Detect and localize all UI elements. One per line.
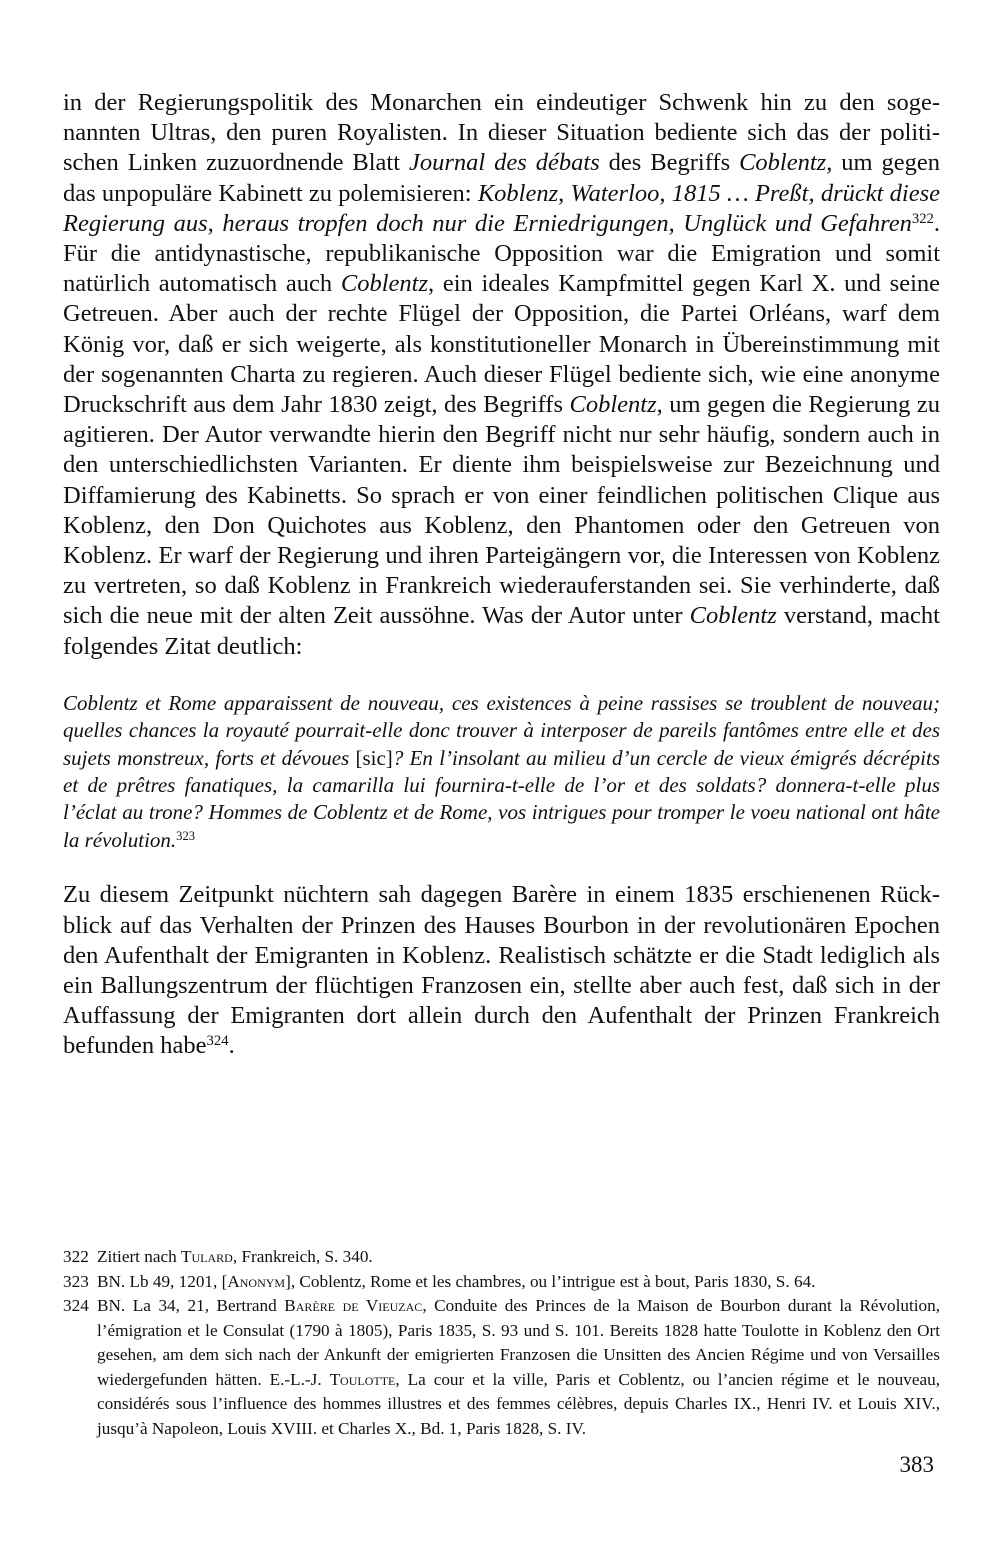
small-caps-name: Anonym: [227, 1271, 286, 1291]
text-run: , um gegen die Regierung zu agitieren. Der Autor verwandte hierin den Begriff nicht nur sehr häufig, sondern auch in den unterschiedlichsten Varianten. Er diente ihm beispielsweise zur Bezeichnung und Diffamierung des Kabinetts. So sprach er von einer feindlichen politischen Clique aus Koblenz, den Don Quichotes aus Koblenz, den Phantomen oder den Getreuen von Koblenz. Er warf der Regierung und ihren Parteigängern vor, die Interessen von Koblenz zu vertreten, so daß Koblenz in Frankreich wiederauferstanden sei. Sie verhinderte, daß sich die neue mit der alten Zeit aussöhne. Was der Autor unter: [63, 391, 941, 630]
small-caps-name: Tulard: [181, 1247, 233, 1266]
text-run: Coblentz et Rome apparaissent de nouveau, ces existences à peine rassises se troublent de nouveau; quelles chances la royauté pourrait-elle donc trouver à interposer de pareils fantômes entre elle et des sujets monstreux, forts et dévoues: [63, 690, 940, 770]
text-run: in der Regierungspolitik des Monarchen ein eindeutiger Schwenk hin zu den sogenannten Ultras, den puren Royalisten. In dieser Situation bediente sich das der politischen Linken zuzuordnende Blatt: [63, 89, 940, 177]
text-run: , Conduite des Princes de la Maison de Bourbon durant la Révolution, l’émigration et le Consulat (1790 à 1805), Paris 1835, S. 93 und S. 101. Bereits 1828 hatte Toulotte in Koblenz den Ort gesehen, am dem sich nach der Ankunft der emigrierten Franzosen die Unsitten des Ancien Régime und von Versailles wiedergefunden hätten. E.-L.-J.: [97, 1296, 941, 1389]
text-run: des Begriffs: [599, 149, 740, 177]
text-run: , um gegen das unpopuläre Kabinett zu polemisieren:: [63, 149, 941, 207]
block-quote: [63, 690, 940, 854]
text-run: . Für die antidynastische, republikanische Opposition war die Emigration und somit natürlich automatisch auch: [63, 209, 940, 298]
text-run: , La cour et la ville, Paris et Coblentz, ou l’ancien régime et le nouveau, considérés sous l’influence des hommes illustres et des femmes célèbres, depuis Charles IX., Henri IV. et Louis XIV., jusqu’à Napoleon, Louis XVIII. et Charles X., Bd. 1, Paris 1828, S. IV.: [97, 1369, 940, 1438]
text-run: , Frankreich, S. 340.: [232, 1247, 373, 1266]
text-run: BN. La 34, 21, Bertrand: [97, 1296, 285, 1315]
footnote-number: 324: [63, 1296, 89, 1315]
footnote-324: [63, 1294, 940, 1441]
footnote-text: [97, 1270, 940, 1295]
footnote-number: 323: [63, 1271, 89, 1291]
paragraph-1: [63, 88, 940, 662]
footnote-ref: 324: [206, 1033, 229, 1050]
text-run: Zu diesem Zeitpunkt nüchtern sah dagegen Barère in einem 1835 erschienenen Rückblick auf das Verhalten der Prinzen des Hauses Bourbon in der revolutionären Epochen den Aufenthalt der Emigranten in Koblenz. Realistisch schätzte er die Stadt lediglich als ein Ballungszentrum der flüchtigen Franzosen ein, stellte aber auch fest, daß sich in der Auffassung der Emigranten dort allein durch den Aufenthalt der Prinzen Frankreich befunden habe: [63, 881, 940, 1060]
italic-run: Koblenz, Waterloo, 1815 … Preßt, drückt diese Regierung aus, heraus tropfen doch nur die Erniedrigungen, Unglück und Gefahren: [63, 179, 940, 237]
italic-run: Journal des débats: [409, 149, 600, 177]
italic-run: Coblentz: [569, 391, 657, 419]
upright-run: [sic]: [355, 745, 393, 770]
italic-run: Coblentz: [340, 270, 429, 298]
page-number: 383: [899, 1452, 934, 1477]
small-caps-name: Toulotte: [329, 1369, 396, 1389]
footnote-322: [63, 1245, 940, 1270]
footnote-number: 322: [63, 1247, 89, 1266]
text-run: verstand, macht folgendes Zitat deutlich:: [63, 602, 940, 660]
paragraph-2: [63, 880, 940, 1061]
footnote-323: [63, 1270, 940, 1295]
italic-run: Coblentz: [739, 149, 827, 177]
text-run: ? En l’insolant au milieu d’un cercle de vieux émigrés décrépits et de prêtres fanatiques, la camarilla lui fournira-t-elle de l’or et des soldats? donnera-t-elle plus l’éclat au trone? Hommes de Coblentz et de Rome, vos intrigues pour tromper le voeu national ont hâte la révolution.: [63, 745, 940, 852]
footnotes: [63, 1245, 940, 1441]
footnote-ref: 322: [911, 210, 934, 227]
text-run: BN. Lb 49, 1201, [: [97, 1271, 228, 1291]
italic-run: Coblentz: [689, 602, 777, 630]
small-caps-name: Barère de Vieuzac: [284, 1296, 423, 1315]
main-text: [63, 88, 940, 1062]
text-run: Zitiert nach: [97, 1247, 181, 1266]
footnote-ref: 323: [176, 828, 196, 843]
footnote-text: [97, 1245, 940, 1270]
footnote-text: [97, 1294, 940, 1441]
text-run: ], Coblentz, Rome et les chambres, ou l’intrigue est à bout, Paris 1830, S. 64.: [285, 1271, 816, 1291]
text-run: .: [228, 1032, 235, 1060]
text-run: , ein ideales Kampfmittel gegen Karl X. und seine Getreuen. Aber auch der rechte Flügel der Opposition, die Partei Orléans, warf dem König vor, daß er sich weigerte, als konstitutioneller Monarch in Übereinstimmung mit der sogenannten Charta zu regieren. Auch dieser Flügel bediente sich, wie eine anonyme Druckschrift aus dem Jahr 1830 zeigt, des Begriffs: [63, 270, 940, 419]
